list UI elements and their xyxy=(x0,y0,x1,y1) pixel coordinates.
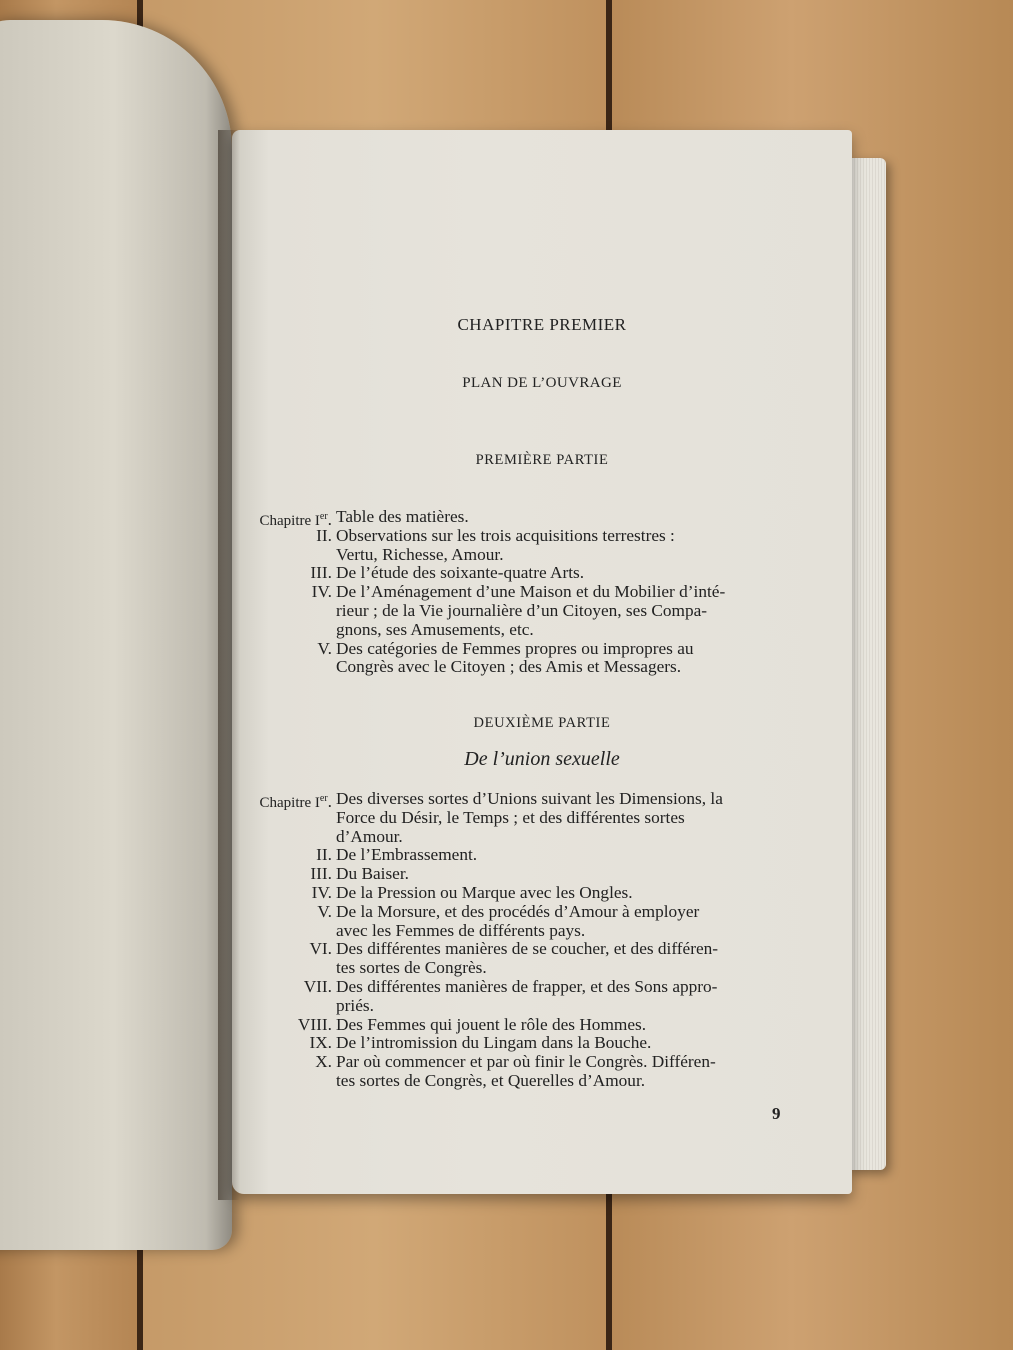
toc-entry-number: III. xyxy=(310,864,332,884)
toc-entry-line: Observations sur les trois acquisitions terrestres : xyxy=(336,525,675,545)
toc-entry-line: Vertu, Richesse, Amour. xyxy=(336,544,504,564)
toc-entry-line: Par où commencer et par où finir le Congrès. Différen- xyxy=(336,1052,716,1072)
toc-entry-text xyxy=(336,640,780,678)
toc-entry-line: De l’intromission du Lingam dans la Bouche. xyxy=(336,1033,652,1053)
toc-entry-number: VI. xyxy=(309,939,332,959)
toc-entry-number: Chapitre Ier. xyxy=(259,792,332,811)
toc-entry-number: III. xyxy=(310,563,332,583)
toc-entry-line: rieur ; de la Vie journalière d’un Citoyen, ses Compa- xyxy=(336,600,708,620)
toc-entry-text xyxy=(336,508,780,527)
toc-entry-text xyxy=(336,846,780,865)
toc-entry-line: tes sortes de Congrès, et Querelles d’Amour. xyxy=(336,1070,646,1090)
right-page xyxy=(232,130,852,1194)
toc-entry-text xyxy=(336,1016,780,1035)
toc-entry-number: IV. xyxy=(311,582,332,602)
toc-entry-text xyxy=(336,940,780,978)
toc-entry-number: X. xyxy=(315,1052,332,1072)
toc-entry-line: Des différentes manières de se coucher, et des différen- xyxy=(336,939,719,959)
toc-entry-line: Force du Désir, le Temps ; et des différentes sortes xyxy=(336,807,685,827)
toc-entry-number: II. xyxy=(316,845,332,865)
chapter-title: CHAPITRE PREMIER xyxy=(457,315,627,334)
toc-entry-text xyxy=(336,790,780,846)
toc-entry-line: Des différentes manières de frapper, et des Sons appro- xyxy=(336,977,718,996)
toc-entry-number: II. xyxy=(316,525,332,545)
toc-entry-line: Table des matières. xyxy=(336,507,469,526)
toc-entry-text xyxy=(336,583,780,639)
part1-title: PREMIÈRE PARTIE xyxy=(475,452,609,468)
toc-entry-line: De la Pression ou Marque avec les Ongles. xyxy=(336,883,633,902)
toc-entry-line: Des Femmes qui jouent le rôle des Hommes. xyxy=(336,1014,647,1034)
toc-entry-number: IV. xyxy=(311,883,332,902)
toc-entry-line: Des diverses sortes d’Unions suivant les Dimensions, la xyxy=(336,789,723,808)
toc-entry-number: V. xyxy=(317,638,332,658)
toc-entry-line: De l’Embrassement. xyxy=(336,845,478,865)
toc-entry-line: Du Baiser. xyxy=(336,864,409,884)
toc-entry-number: Chapitre Ier. xyxy=(259,510,332,529)
toc-entry-line: De l’étude des soixante-quatre Arts. xyxy=(336,563,585,583)
toc-entry-number: VIII. xyxy=(297,1014,332,1034)
toc-entry-text xyxy=(336,564,780,583)
toc-entry-line: De l’Aménagement d’une Maison et du Mobilier d’inté- xyxy=(336,582,726,602)
toc-entry-line: priés. xyxy=(336,995,374,1015)
toc-entry-number: VII. xyxy=(303,977,332,996)
toc-entry-text xyxy=(336,903,780,941)
toc-entry-text xyxy=(336,527,780,565)
page-number: 9 xyxy=(772,1104,781,1123)
toc-entry-text xyxy=(336,865,780,884)
toc-entry-number: V. xyxy=(317,901,332,921)
toc-entry-text xyxy=(336,1034,780,1053)
toc-entry-line: Des catégories de Femmes propres ou impropres au xyxy=(336,638,694,658)
part2-title: DEUXIÈME PARTIE xyxy=(473,715,611,731)
gutter-shadow xyxy=(218,130,240,1200)
toc-entry-line: gnons, ses Amusements, etc. xyxy=(336,619,534,639)
toc-entry-text xyxy=(336,978,780,1016)
left-page-blank xyxy=(0,20,232,1250)
book-page-edges xyxy=(846,158,886,1170)
toc-entry-line: tes sortes de Congrès. xyxy=(336,958,487,978)
toc-entry-line: De la Morsure, et des procédés d’Amour à employer xyxy=(336,901,700,921)
part2-subtitle: De l’union sexuelle xyxy=(464,748,620,770)
toc-entry-line: Congrès avec le Citoyen ; des Amis et Messagers. xyxy=(336,657,682,677)
toc-entry-text xyxy=(336,1053,780,1091)
plan-title: PLAN DE L’OUVRAGE xyxy=(462,375,622,391)
toc-entry-number: IX. xyxy=(309,1033,332,1053)
toc-entry-text xyxy=(336,884,780,903)
toc-entry-line: avec les Femmes de différents pays. xyxy=(336,920,586,940)
toc-entry-line: d’Amour. xyxy=(336,826,403,846)
